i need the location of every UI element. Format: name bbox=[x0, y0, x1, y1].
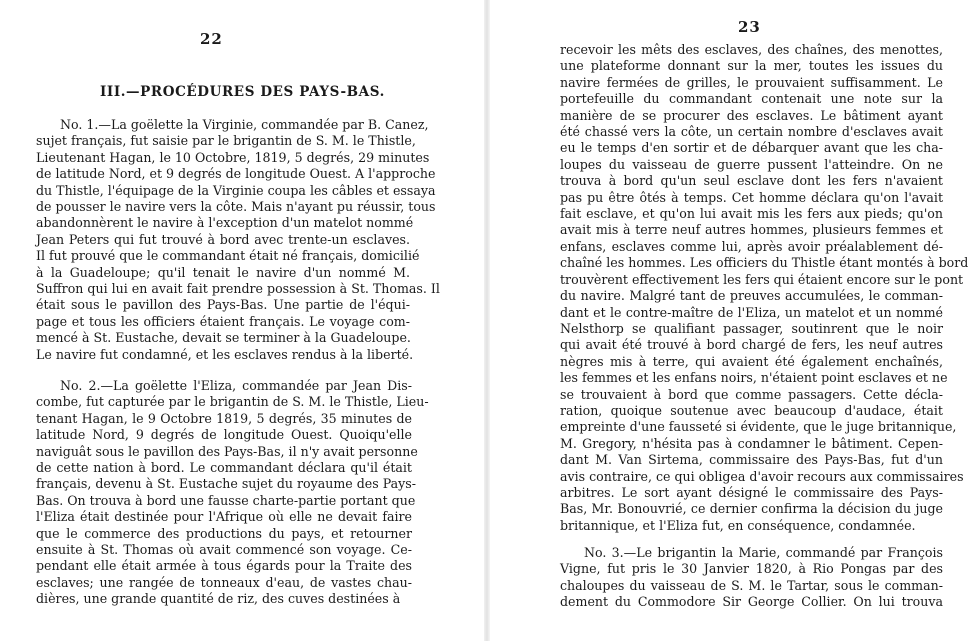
text-line: nègres mis à terre, qui avaient été également enchaînés, bbox=[560, 353, 943, 369]
text-line: Il fut prouvé que le commandant était né français, domicilié bbox=[36, 248, 420, 264]
text-line: britannique, et l'Eliza fut, en conséquence, condamnée. bbox=[560, 517, 916, 533]
text-line: été chassé vers la côte, un certain nombre d'esclaves avait bbox=[560, 124, 943, 140]
text-line: dant et le contre-maître de l'Eliza, un matelot et un nommé bbox=[560, 304, 943, 320]
text-line: du navire. Malgré tant de preuves accumulées, le comman- bbox=[560, 288, 943, 304]
text-line: avait mis à terre neuf autres hommes, plusieurs femmes et bbox=[560, 222, 943, 238]
text-line: manière de se procurer des esclaves. Le bâtiment ayant bbox=[560, 107, 943, 123]
text-line: Vigne, fut pris le 30 Janvier 1820, à Rio Pongas par des bbox=[560, 561, 943, 577]
page-number-right: 23 bbox=[738, 18, 761, 36]
text-line: empreinte d'une fausseté si évidente, que le juge britannique, bbox=[560, 419, 957, 435]
text-line: se trouvaient à bord que comme passagers. Cette décla- bbox=[560, 386, 943, 402]
text-line: fait esclave, et qu'on lui avait mis les fers aux pieds; qu'on bbox=[560, 206, 943, 222]
text-line: portefeuille du commandant contenait une note sur la bbox=[560, 91, 943, 107]
text-line: trouvèrent effectivement les fers qui étaient encore sur le pont bbox=[560, 271, 964, 287]
text-line: M. Gregory, n'hésita pas à condamner le bâtiment. Cepen- bbox=[560, 435, 943, 451]
text-line: pendant elle était armée à tous égards pour la Traite des bbox=[36, 558, 412, 574]
text-line: dant M. Van Sirtema, commissaire des Pays-Bas, fut d'un bbox=[560, 452, 943, 468]
text-line: enfans, esclaves comme lui, après avoir préalablement dé- bbox=[560, 238, 943, 254]
text-line: No. 1.—La goëlette la Virginie, commandée par B. Canez, bbox=[60, 117, 429, 132]
text-line: une plateforme donnant sur la mer, toutes les issues du bbox=[560, 58, 943, 74]
text-line: Le navire fut condamné, et les esclaves rendus à la liberté. bbox=[36, 346, 414, 362]
text-line: dement du Commodore Sir George Collier. On lui trouva bbox=[560, 594, 943, 610]
text-line: eu le temps d'en sortir et de débarquer avant que les cha- bbox=[560, 140, 943, 156]
text-line: sujet français, fut saisie par le brigantin de S. M. le Thistle, bbox=[36, 133, 416, 149]
text-line: Nelsthorp se qualifiant passager, soutinrent que le noir bbox=[560, 320, 943, 336]
text-line: de latitude Nord, et 9 degrés de longitude Ouest. A l'approche bbox=[36, 166, 436, 182]
text-line: que le commerce des productions du pays, et retourner bbox=[36, 525, 412, 541]
text-line: naviguât sous le pavillon des Pays-Bas, il n'y avait personne bbox=[36, 443, 418, 459]
text-line: trouva à bord qu'un seul esclave dont les fers n'avaient bbox=[560, 173, 943, 189]
text-line: avis contraire, ce qui obligea d'avoir recours aux commissaires bbox=[560, 468, 964, 484]
text-line: du Thistle, l'équipage de la Virginie coupa les câbles et essaya bbox=[36, 182, 436, 198]
text-line: chaîné les hommes. Les officiers du Thistle étant montés à bord bbox=[560, 255, 969, 271]
text-line: recevoir les mêts des esclaves, des chaînes, des menottes, bbox=[560, 42, 943, 57]
text-line: était sous le pavillon des Pays-Bas. Une partie de l'équi- bbox=[36, 297, 410, 313]
text-line: No. 2.—La goëlette l'Eliza, commandée par Jean Dis- bbox=[60, 378, 412, 393]
paragraph-no-1 bbox=[36, 117, 440, 363]
text-line: abandonnèrent le navire à l'exception d'un matelot nommé bbox=[36, 215, 414, 231]
text-line: Bas. On trouva à bord une fausse charte-partie portant que bbox=[36, 492, 416, 508]
text-line: de cette nation à bord. Le commandant déclara qu'il était bbox=[36, 460, 412, 476]
text-line: l'Eliza était destinée pour l'Afrique où elle ne devait faire bbox=[36, 509, 412, 525]
text-line: de pousser le navire vers la côte. Mais n'ayant pu réussir, tous bbox=[36, 199, 436, 215]
text-line: Jean Peters qui fut trouvé à bord avec trente-un esclaves. bbox=[36, 231, 410, 247]
text-line: page et tous les officiers étaient français. Le voyage com- bbox=[36, 313, 410, 329]
text-line: pas pu être ôtés à temps. Cet homme déclara qu'on l'avait bbox=[560, 189, 943, 205]
text-line: à la Guadeloupe; qu'il tenait le navire d'un nommé M. bbox=[36, 264, 410, 280]
paragraph-no-3 bbox=[560, 545, 943, 611]
text-line: Bas, Mr. Bonouvrié, ce dernier confirma la décision du juge bbox=[560, 501, 943, 517]
section-heading: III.—PROCÉDURES DES PAYS-BAS. bbox=[100, 84, 385, 100]
text-line: tenant Hagan, le 9 Octobre 1819, 5 degrés, 35 minutes de bbox=[36, 410, 412, 426]
text-line: ensuite à St. Thomas où avait commencé son voyage. Ce- bbox=[36, 542, 412, 558]
text-line: combe, fut capturée par le brigantin de S. M. le Thistle, Lieu- bbox=[36, 394, 429, 410]
text-line: No. 3.—Le brigantin la Marie, commandé par François bbox=[584, 545, 943, 560]
text-line: Suffron qui lui en avait fait prendre possession à St. Thomas. Il bbox=[36, 281, 440, 297]
text-line: mencé à St. Eustache, devait se terminer à la Guadeloupe. bbox=[36, 330, 411, 346]
text-line: loupes du vaisseau de guerre pussent l'atteindre. On ne bbox=[560, 156, 943, 172]
text-line: esclaves; une rangée de tonneaux d'eau, de vastes chau- bbox=[36, 574, 412, 590]
text-line: les femmes et les enfans noirs, n'étaient point esclaves et ne bbox=[560, 370, 948, 386]
text-line: chaloupes du vaisseau de S. M. le Tartar, sous le comman- bbox=[560, 577, 943, 593]
paragraph-no-2-continued bbox=[560, 42, 969, 534]
text-line: ration, quoique soutenue avec beaucoup d'audace, était bbox=[560, 402, 943, 418]
paragraph-no-2 bbox=[36, 378, 429, 608]
text-line: latitude Nord, 9 degrés de longitude Ouest. Quoiqu'elle bbox=[36, 427, 412, 443]
text-line: arbitres. Le sort ayant désigné le commissaire des Pays- bbox=[560, 484, 943, 500]
text-line: navire fermées de grilles, le prouvaient suffisamment. Le bbox=[560, 74, 943, 90]
text-line: qui avait été trouvé à bord chargé de fers, les neuf autres bbox=[560, 337, 943, 353]
page-number-left: 22 bbox=[200, 30, 223, 48]
text-line: Lieutenant Hagan, le 10 Octobre, 1819, 5 degrés, 29 minutes bbox=[36, 149, 430, 165]
text-line: dières, une grande quantité de riz, des cuves destinées à bbox=[36, 591, 401, 607]
text-line: français, devenu à St. Eustache sujet du royaume des Pays- bbox=[36, 476, 416, 492]
